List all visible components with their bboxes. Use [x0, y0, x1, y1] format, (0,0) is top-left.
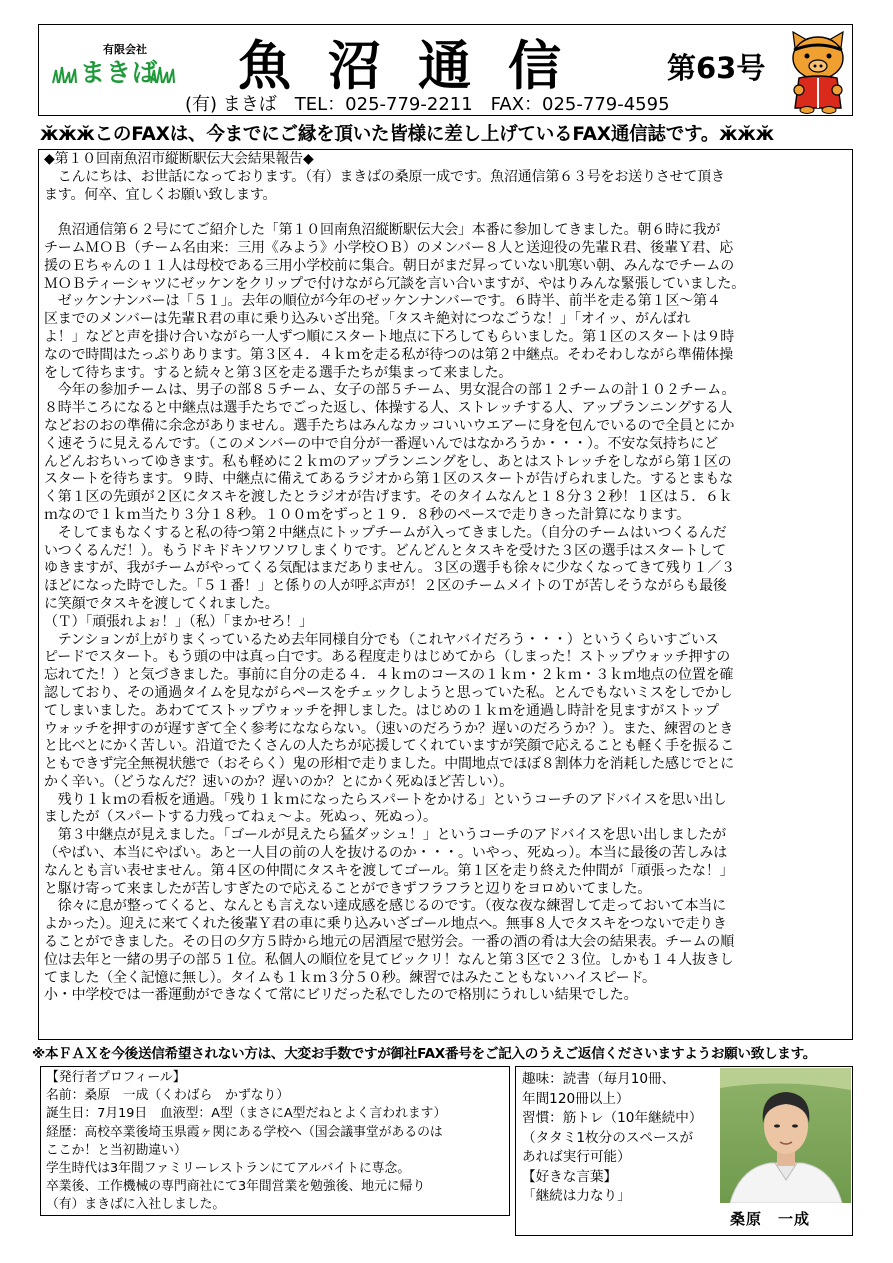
- article-line: ８時半ころになると中継点は選手たちでごった返し、体操する人、ストレッチする人、アップランニングする人: [44, 400, 733, 417]
- issue-number: 第63号: [667, 51, 766, 85]
- article-body: [44, 151, 850, 1005]
- article-line: などおのおの準備に余念がありません。選手たちはみんなカッコいいウエアーに身を包んでいるので全員とにか: [44, 417, 735, 434]
- hobby-line: 「継続は力なり」: [522, 1188, 631, 1204]
- article-line: と比べとにかく苦しい。沿道でたくさんの人たちが応援してくれていますが笑顔で応えることも軽く手を振るこ: [44, 738, 734, 755]
- article-line: チームＭＯＢ（チーム名由来：三用《みよう》小学校ＯＢ）のメンバー８人と送迎役の先輩Ｒ君、後輩Ｙ君、応: [44, 239, 734, 256]
- article-line: 徐々に息が整ってくると、なんとも言えない達成感を感じるのです。（夜な夜な練習して走っておいて本当に: [44, 898, 726, 915]
- article-line: ます。何卒、宜しくお願い致します。: [44, 186, 277, 203]
- article-line: 位は去年と一緒の男子の部５１位。私個人の順位を見てビックリ！なんと第３区で２３位。しかも１４人抜きし: [44, 951, 734, 968]
- profile-line: 学生時代は3年間ファミリーレストランにてアルバイトに専念。: [46, 1161, 411, 1177]
- article-line: （やばい、本当にやばい。あと一人目の前の人を抜けるのか・・・。いやっ、死ぬっ）。本当に最後の苦しみは: [44, 845, 727, 862]
- hobby-line: 【好きな言葉】: [522, 1168, 618, 1185]
- article-line: ◆第１０回南魚沼市縦断駅伝大会結果報告◆: [44, 151, 314, 167]
- article-line: 区までのメンバーは先輩Ｒ君の車に乗り込みいざ出発。「タスキ絶対につなごうな！」「オイッ、がんばれ: [44, 311, 691, 328]
- article-line: スタートを待ちます。９時、中継点に備えてあるラジオから第１区のスタートが告げられました。するとまもな: [44, 471, 733, 488]
- company-type-label: 有限会社: [103, 43, 147, 56]
- profile-line: 経歴：高校卒業後埼玉県霞ヶ関にある学校へ（国会議事堂があるのは: [46, 1124, 443, 1140]
- article-line: 小・中学校では一番運動ができなくて常にビリだった私でしたので格別にうれしい結果でした。: [44, 987, 638, 1004]
- hobby-line: （タタミ1枚分のスペースが: [522, 1129, 694, 1146]
- article-line: 援のＥちゃんの１１人は母校である三用小学校前に集合。朝日がまだ昇っていない肌寒い朝、みんなでチームの: [44, 257, 734, 274]
- unsubscribe-notice: ※本ＦＡＸを今後送信希望されない方は、大変お手数ですが御社FAX番号をご記入のうえご返信くださいますようお願い致します。: [32, 1046, 817, 1062]
- hobby-line: あれば実行可能）: [522, 1149, 631, 1165]
- article-line: ともできず完全無視状態で（おそらく）鬼の形相で走りました。中間地点でほぼ８割体力を消耗した感じでとに: [44, 756, 734, 773]
- article-line: てました（全く記憶に無し）。タイムも１ｋｍ３分５０秒。練習ではみたこともないハイスピード。: [44, 969, 656, 986]
- article-line: （Ｔ）「頑張れよぉ！」（私）「まかせろ！」: [44, 613, 313, 630]
- profile-line: ここか！と当初勘違い）: [46, 1142, 187, 1158]
- grass-left-icon: [52, 66, 78, 84]
- author-name: 桑原 一成: [730, 1210, 811, 1228]
- profile-line: （有）まきばに入社しました。: [46, 1197, 226, 1213]
- article-line: そしてまもなくすると私の待つ第２中継点にトップチームが入ってきました。（自分のチームはいつくるんだ: [44, 524, 727, 541]
- hobby-line: 年間120冊以上）: [522, 1090, 630, 1107]
- profile-line: 誕生日：7月19日 血液型：A型（まさにA型だねとよく言われます）: [46, 1106, 447, 1122]
- article-line: に笑顔でタスキを渡してくれました。: [44, 595, 279, 612]
- article-line: よ！」などと声を掛け合いながら一人ずつ順にスタート地点に下ろしてもらいました。第１区のスタートは９時: [44, 328, 734, 345]
- article-line: く第１区の先頭が２区にタスキを渡したとラジオが告げます。そのタイムなんと１８分３２秒！１区は５．６ｋ: [44, 489, 733, 506]
- article-line: かく辛い。（どうなんだ？速いのか？遅いのか？とにかく死ぬほど苦しい）。: [44, 773, 513, 790]
- article-line: ピードでスタート。もう頭の中は真っ白です。ある程度走りはじめてから（しまった！ストップウォッチ押すの: [44, 649, 731, 666]
- company-logo: まきば: [80, 58, 159, 87]
- hobby-line: 趣味：読書（毎月10冊、: [522, 1071, 676, 1087]
- newsletter-title: 魚沼通信: [238, 35, 598, 97]
- article-line: よかった）。迎えに来てくれた後輩Ｙ君の車に乗り込みいざゴール地点へ。無事８人でタスキをつないで走りき: [44, 916, 727, 933]
- article-line: 認しており、その通過タイムを見ながらペースをチェックしようと思っていた私。とんでもないミスをしでかし: [44, 684, 733, 701]
- article-line: 忘れてた！）と気づきました。事前に自分の走る４．４ｋｍのコースの１ｋｍ・２ｋｍ・３ｋｍ地点の位置を確: [44, 667, 734, 684]
- article-line: てしまいました。あわててストップウォッチを押しました。はじめの１ｋｍを通過し時計を見ますがストップ: [44, 702, 719, 719]
- article-line: なんとも言い表せません。第４区の仲間にタスキを渡してゴール。第１区を走り終えた仲間が「頑張ったな！」: [44, 862, 734, 879]
- article-line: んどんおちいってゆきます。私も軽めに２ｋｍのアップランニングをし、あとはストレッチをしながら第１区の: [44, 453, 732, 470]
- article-line: 残り１ｋｍの看板を通過。「残り１ｋｍになったらスパートをかける」というコーチのアドバイスを思い出し: [44, 791, 727, 808]
- article-line: 第３中継点が見えました。「ゴールが見えたら猛ダッシュ！」というコーチのアドバイスを思い出しましたが: [44, 827, 727, 844]
- fax-banner: ӂӂӂこのFAXは、今までにご縁を頂いた皆様に差し上げているFAX通信誌です。ӂӂӂ: [40, 124, 774, 145]
- profile-line: 名前：桑原 一成（くわばら かずなり）: [46, 1088, 290, 1104]
- article-line: と駆け寄って来ましたが苦しすぎたので応えることができずフラフラと辺りをヨロめいてました。: [44, 880, 652, 897]
- article-line: をして待ちます。すると続々と第３区を走る選手たちが集まって来ました。: [44, 364, 513, 381]
- profile-line: 【発行者プロフィール】: [46, 1070, 186, 1085]
- article-line: 今年の参加チームは、男子の部８５チーム、女子の部５チーム、男女混合の部１２チームの計１０２チーム。: [44, 382, 736, 399]
- author-photo: [720, 1068, 851, 1203]
- article-line: [44, 204, 850, 222]
- article-line: ゼッケンナンバーは「５１」。去年の順位が今年のゼッケンナンバーです。６時半、前半を走る第１区～第４: [44, 293, 721, 310]
- article-line: 魚沼通信第６２号にてご紹介した「第１０回南魚沼縦断駅伝大会」本番に参加してきました。朝６時に我が: [44, 222, 721, 239]
- pig-mascot-icon: [787, 28, 849, 114]
- contact-line: (有) まきば TEL：025-779-2211 FAX：025-779-4595: [185, 94, 670, 115]
- article-line: テンションが上がりまくっているため去年同様自分でも（これヤバイだろう・・・）というくらいすごいス: [44, 631, 719, 648]
- hobby-line: 習慣：筋トレ（10年継続中）: [522, 1110, 703, 1126]
- article-line: ｍなので１ｋｍ当たり３分１８秒。１００ｍをずっと１９．８秒のペースで走りきった計算になります。: [44, 506, 690, 523]
- article-line: く速そうに見えるんです。（このメンバーの中で自分が一番遅いんではなかろうか・・・）。不安な気持ちにど: [44, 435, 718, 452]
- article-line: ウォッチを押すのが遅すぎて全く参考になならない。（速いのだろうか？遅いのだろうか？）。また、練習のとき: [44, 720, 734, 737]
- profile-line: 卒業後、工作機械の専門商社にて3年間営業を勉強後、地元に帰り: [46, 1179, 426, 1195]
- article-line: ることができました。その日の夕方５時から地元の居酒屋で慰労会。一番の酒の肴は大会の結果表。チームの順: [44, 934, 734, 951]
- article-line: ほどになった時でした。「５１番！」と係りの人が呼ぶ声が！２区のチームメイトのＴが苦しそうながらも最後: [44, 578, 727, 595]
- hobby-text: [522, 1070, 702, 1207]
- grass-right-icon: [150, 66, 176, 84]
- article-line: ゆきますが、我がチームがやってくる気配はまだありません。３区の選手も徐々に少なくなってきて残り１／３: [44, 560, 735, 577]
- article-line: ＭＯＢティーシャツにゼッケンをクリップで付けながら冗談を言い合いますが、やはりみんな緊張していました。: [44, 275, 745, 292]
- article-line: ましたが（スパートする力残ってねぇ～よ。死ぬっ、死ぬっ）。: [44, 809, 437, 826]
- article-line: なので時間はたっぷりあります。第３区４．４ｋｍを走る私が待つのは第２中継点。そわそわしながら準備体操: [44, 346, 733, 363]
- article-line: こんにちは、お世話になっております。（有）まきばの桑原一成です。魚沼通信第６３号をお送りさせて頂き: [44, 168, 725, 185]
- article-line: いつくるんだ！）。もうドキドキソワソワしまくりです。どんどんとタスキを受けた３区の選手はスタートして: [44, 542, 726, 559]
- publisher-profile: [46, 1069, 508, 1215]
